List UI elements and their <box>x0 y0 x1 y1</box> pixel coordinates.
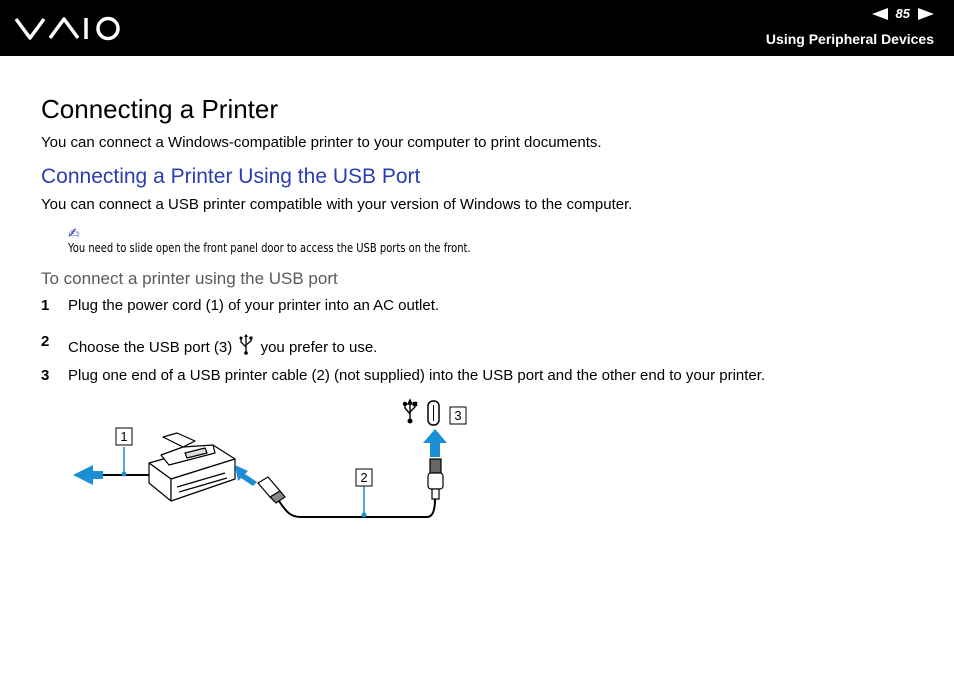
callout-3 <box>450 407 466 424</box>
usb-icon <box>404 400 417 423</box>
intro-text: You can connect a Windows-compatible printer to your computer to print documents. <box>41 134 602 151</box>
page-header <box>0 0 954 56</box>
printer-graphic <box>149 433 235 501</box>
callout-2 <box>356 469 372 486</box>
outlet-arrow-icon <box>73 465 103 485</box>
usb-icon <box>239 333 253 360</box>
usb-cable <box>279 499 435 517</box>
step-text: Plug one end of a USB printer cable (2) (not supplied) into the USB port and the other end to your printer. <box>68 367 766 384</box>
step-text-before: Choose the USB port (3) <box>68 339 233 356</box>
step-number: 3 <box>41 367 50 384</box>
callout-1 <box>116 428 132 445</box>
next-page-arrow-icon[interactable] <box>918 8 934 20</box>
page-navigation <box>872 6 934 21</box>
page-content <box>41 94 921 385</box>
step-text: Plug the power cord (1) of your printer into an AC outlet. <box>68 297 440 314</box>
page-number: 85 <box>895 6 910 21</box>
prev-page-arrow-icon[interactable] <box>872 8 888 20</box>
power-cord <box>73 447 155 485</box>
callout-label: 2 <box>360 470 368 485</box>
printer-port-arrow-icon <box>235 465 257 486</box>
note-pencil-icon: ✍ <box>68 225 80 241</box>
steps-list <box>41 297 921 385</box>
subsection-title: Connecting a Printer Using the USB Port <box>41 165 421 188</box>
printer-plug <box>258 477 285 503</box>
note-block <box>68 226 921 255</box>
usb-port-arrow-icon <box>423 429 447 457</box>
usb-port <box>428 401 439 425</box>
note-text: You need to slide open the front panel door to access the USB ports on the front. <box>68 241 471 255</box>
step-text-after: you prefer to use. <box>260 339 378 356</box>
list-item <box>41 333 921 360</box>
list-item <box>41 297 921 315</box>
procedure-title: To connect a printer using the USB port <box>41 269 338 288</box>
page-title: Connecting a Printer <box>41 94 279 124</box>
callout-label: 1 <box>120 429 128 444</box>
step-number: 2 <box>41 333 50 350</box>
section-title: Using Peripheral Devices <box>765 31 934 47</box>
printer-connection-illustration <box>65 395 485 535</box>
subsection-text: You can connect a USB printer compatible with your version of Windows to the computer. <box>41 196 633 213</box>
list-item <box>41 367 921 385</box>
step-number: 1 <box>41 297 50 314</box>
vaio-logo <box>14 12 124 49</box>
callout-label: 3 <box>454 408 462 423</box>
vaio-logo-graphic <box>14 12 124 44</box>
usb-plug <box>428 459 443 499</box>
